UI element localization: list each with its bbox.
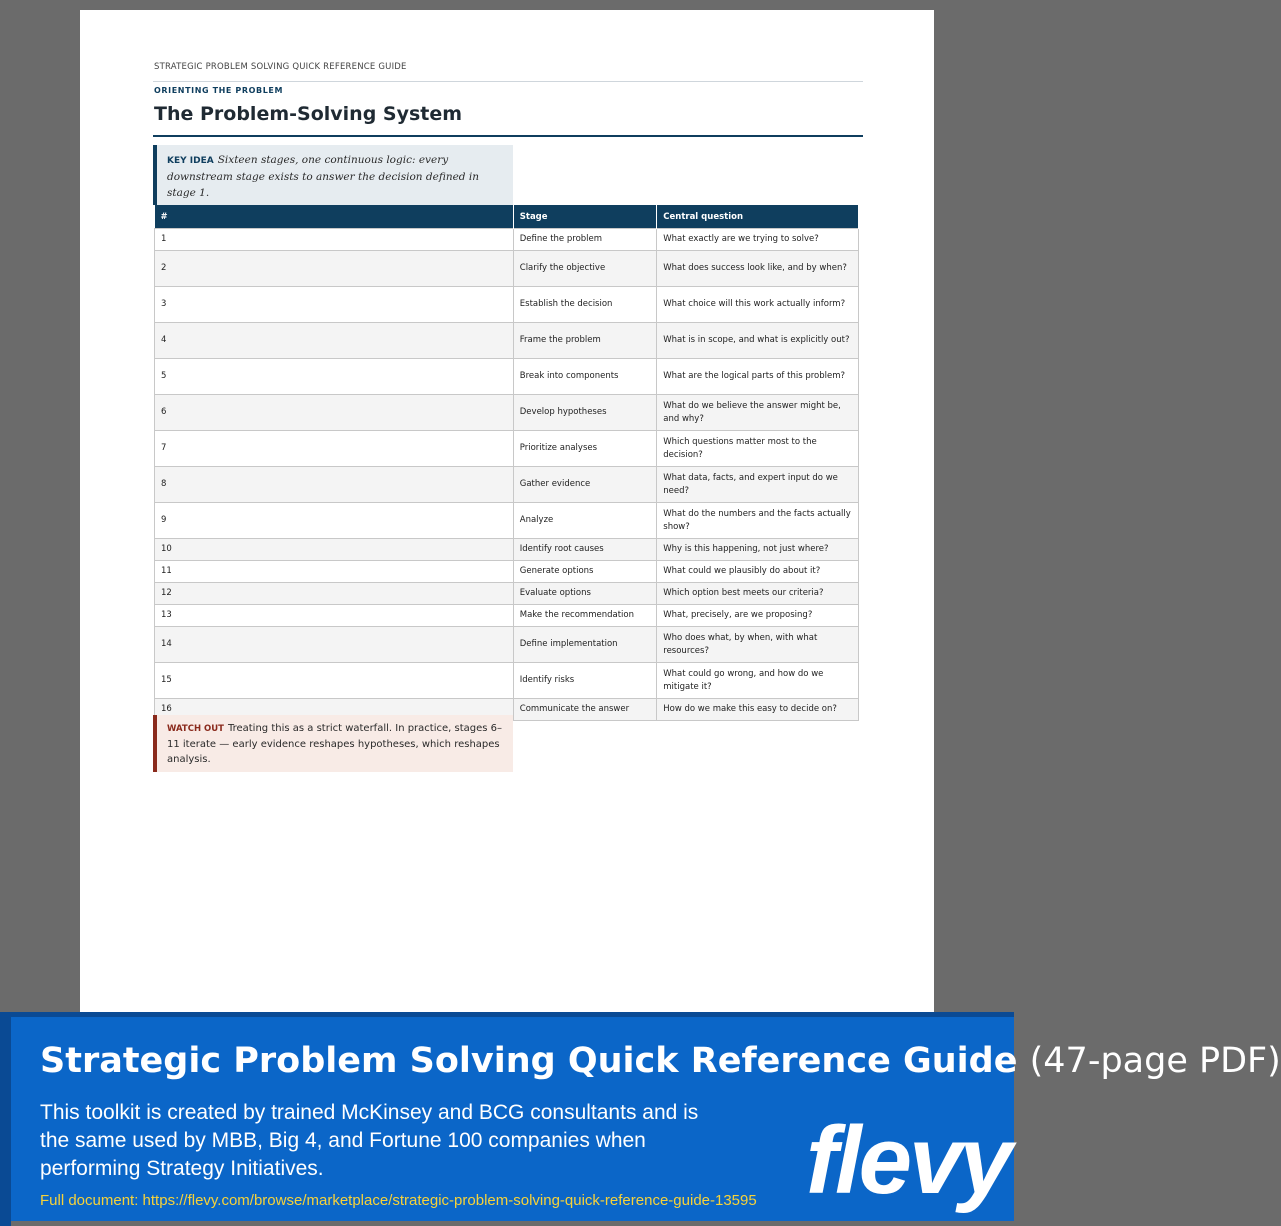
title-divider: [153, 135, 863, 137]
table-row: [155, 251, 859, 287]
stages-table: [154, 205, 859, 721]
row-number: 2: [155, 251, 514, 287]
watch-out-callout: [153, 715, 513, 772]
row-number: 6: [155, 395, 514, 431]
row-question: What data, facts, and expert input do we need?: [657, 467, 859, 503]
row-stage: Gather evidence: [513, 467, 657, 503]
header-number: #: [155, 205, 514, 229]
row-number: 3: [155, 287, 514, 323]
table-body: [155, 229, 859, 721]
table-row: [155, 467, 859, 503]
row-question: Why is this happening, not just where?: [657, 539, 859, 561]
row-stage: Communicate the answer: [513, 699, 657, 721]
header-stage: Stage: [513, 205, 657, 229]
divider: [153, 81, 863, 82]
row-question: What choice will this work actually inform?: [657, 287, 859, 323]
banner-title-text: Strategic Problem Solving Quick Reference Guide: [40, 1041, 1018, 1081]
banner-edge: [0, 1017, 11, 1226]
row-number: 12: [155, 583, 514, 605]
table-row: [155, 323, 859, 359]
row-stage: Identify root causes: [513, 539, 657, 561]
row-stage: Evaluate options: [513, 583, 657, 605]
table-row: [155, 627, 859, 663]
watch-out-label: WATCH OUT: [167, 724, 224, 734]
row-stage: Develop hypotheses: [513, 395, 657, 431]
key-idea-text: Sixteen stages, one continuous logic: every downstream stage exists to answer the decision defined in stage 1.: [167, 154, 479, 199]
row-stage: Define implementation: [513, 627, 657, 663]
row-question: What do the numbers and the facts actually show?: [657, 503, 859, 539]
banner-page-count: (47-page PDF): [1029, 1041, 1281, 1081]
section-label: ORIENTING THE PROBLEM: [154, 86, 284, 95]
document-eyebrow: STRATEGIC PROBLEM SOLVING QUICK REFERENCE GUIDE: [154, 62, 407, 72]
row-number: 10: [155, 539, 514, 561]
row-number: 4: [155, 323, 514, 359]
table-row: [155, 605, 859, 627]
row-stage: Generate options: [513, 561, 657, 583]
row-number: 13: [155, 605, 514, 627]
row-question: Who does what, by when, with what resources?: [657, 627, 859, 663]
row-question: What are the logical parts of this problem?: [657, 359, 859, 395]
key-idea-label: KEY IDEA: [167, 156, 214, 166]
row-stage: Analyze: [513, 503, 657, 539]
row-question: What does success look like, and by when?: [657, 251, 859, 287]
row-question: How do we make this easy to decide on?: [657, 699, 859, 721]
page-title: The Problem-Solving System: [154, 103, 463, 125]
flevy-logo: flevy: [806, 1107, 1010, 1214]
row-stage: Clarify the objective: [513, 251, 657, 287]
table-row: [155, 539, 859, 561]
row-question: What is in scope, and what is explicitly out?: [657, 323, 859, 359]
row-question: Which questions matter most to the decision?: [657, 431, 859, 467]
row-stage: Make the recommendation: [513, 605, 657, 627]
table-row: [155, 663, 859, 699]
table-row: [155, 229, 859, 251]
table-row: [155, 561, 859, 583]
key-idea-callout: [153, 145, 513, 205]
row-question: What, precisely, are we proposing?: [657, 605, 859, 627]
row-stage: Break into components: [513, 359, 657, 395]
table-header-row: [155, 205, 859, 229]
table-row: [155, 431, 859, 467]
row-stage: Prioritize analyses: [513, 431, 657, 467]
row-stage: Establish the decision: [513, 287, 657, 323]
table-row: [155, 583, 859, 605]
row-number: 8: [155, 467, 514, 503]
document-link[interactable]: Full document: https://flevy.com/browse/marketplace/strategic-problem-solving-quick-reference-guide-13595: [40, 1192, 757, 1209]
row-question: What exactly are we trying to solve?: [657, 229, 859, 251]
row-question: What could go wrong, and how do we mitigate it?: [657, 663, 859, 699]
table-row: [155, 395, 859, 431]
row-number: 16: [155, 699, 514, 721]
row-question: Which option best meets our criteria?: [657, 583, 859, 605]
row-number: 14: [155, 627, 514, 663]
row-stage: Identify risks: [513, 663, 657, 699]
banner-title: [40, 1041, 1281, 1081]
header-question: Central question: [657, 205, 859, 229]
row-question: What could we plausibly do about it?: [657, 561, 859, 583]
row-number: 9: [155, 503, 514, 539]
row-number: 1: [155, 229, 514, 251]
row-number: 7: [155, 431, 514, 467]
promo-banner: [0, 1012, 1281, 1221]
document-page: [80, 10, 934, 1012]
table-row: [155, 359, 859, 395]
table-row: [155, 287, 859, 323]
row-stage: Define the problem: [513, 229, 657, 251]
banner-description: This toolkit is created by trained McKinsey and BCG consultants and is the same used by MBB, Big 4, and Fortune 100 companies when performing Strategy Initiatives.: [40, 1101, 699, 1180]
row-number: 15: [155, 663, 514, 699]
watch-out-text: Treating this as a strict waterfall. In practice, stages 6–11 iterate — early evidence reshapes hypotheses, which reshapes analysis.: [167, 723, 503, 765]
row-number: 11: [155, 561, 514, 583]
row-stage: Frame the problem: [513, 323, 657, 359]
row-number: 5: [155, 359, 514, 395]
table-row: [155, 503, 859, 539]
row-question: What do we believe the answer might be, and why?: [657, 395, 859, 431]
